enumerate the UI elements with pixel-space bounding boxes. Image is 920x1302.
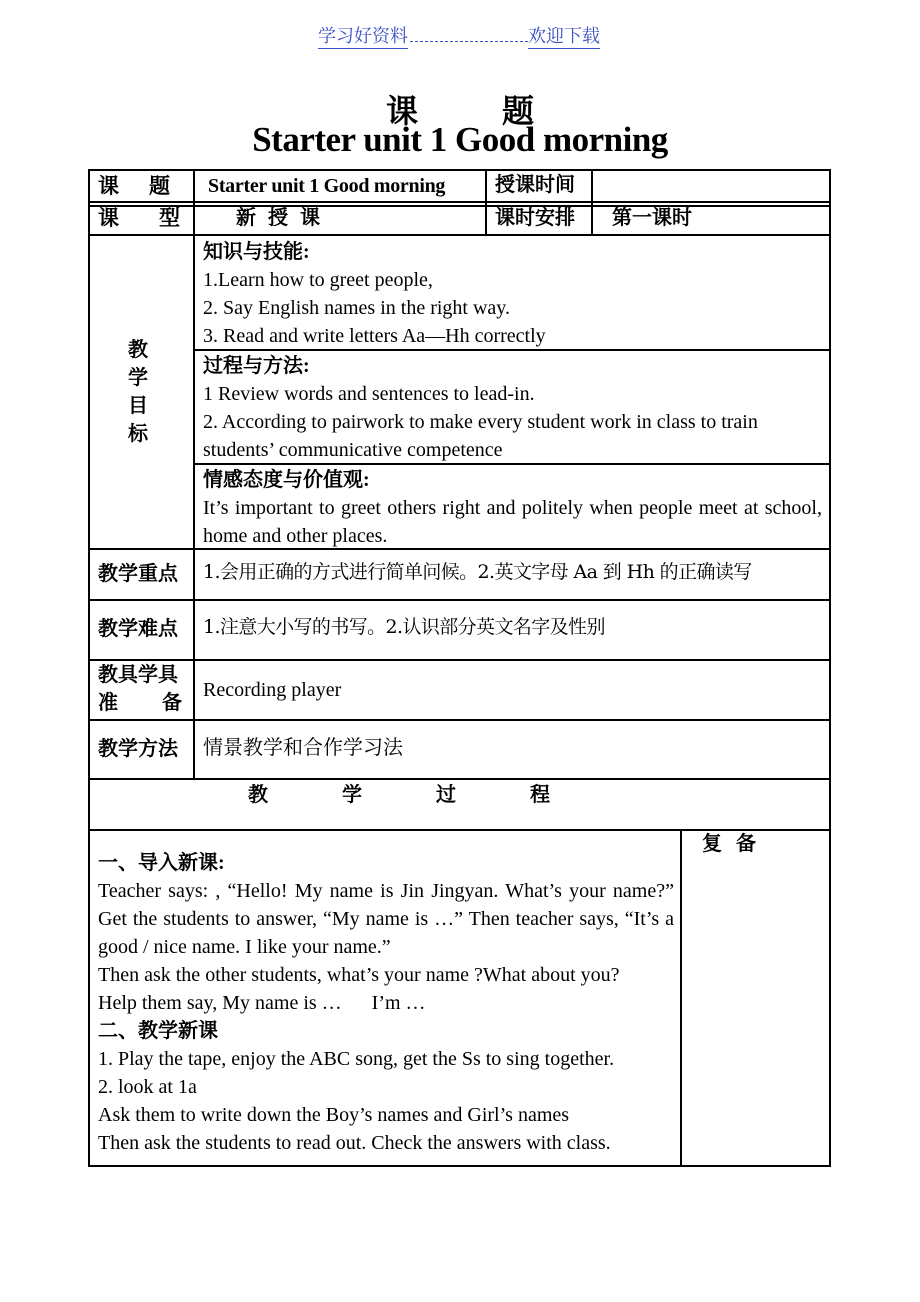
row-divider bbox=[88, 201, 831, 203]
process-header-text: 教学过程 bbox=[248, 784, 624, 806]
difficulties-value: 1.注意大小写的书写。2.认识部分英文名字及性别 bbox=[203, 616, 605, 638]
methods-value: 情景教学和合作学习法 bbox=[203, 737, 403, 759]
row-divider bbox=[88, 659, 831, 661]
row2-value: 新授课 bbox=[236, 207, 332, 229]
process-line: 1 Review words and sentences to lead-in. bbox=[203, 383, 535, 405]
section2-line: Then ask the students to read out. Check the answers with class. bbox=[98, 1132, 611, 1154]
section2-line: 2. look at 1a bbox=[98, 1076, 197, 1098]
header-left-link[interactable]: 学习好资料 bbox=[318, 22, 408, 49]
row1-time-label: 授课时间 bbox=[495, 174, 575, 196]
row2-schedule-value: 第一课时 bbox=[612, 207, 692, 229]
key-points-label: 教学重点 bbox=[98, 563, 178, 585]
process-section bbox=[203, 352, 823, 464]
difficulties-label: 教学难点 bbox=[98, 618, 178, 640]
objectives-label bbox=[128, 336, 154, 448]
process-line: 2. According to pairwork to make every student work in class to train students’ communicative competence bbox=[203, 411, 758, 461]
section2-line: Ask them to write down the Boy’s names and Girl’s names bbox=[98, 1104, 570, 1126]
aids-value: Recording player bbox=[203, 679, 342, 701]
row1-label: 课题 bbox=[98, 174, 200, 198]
notes-header: 复备 bbox=[702, 833, 770, 855]
col-divider bbox=[591, 169, 593, 236]
row-divider bbox=[88, 599, 831, 601]
procedure-section bbox=[98, 849, 674, 1157]
section1-line: Then ask the other students, what’s your name ?What about you? bbox=[98, 964, 620, 986]
row-divider bbox=[88, 719, 831, 721]
attitude-line: It’s important to greet others right and politely when people meet at school, home and other places. bbox=[203, 497, 822, 547]
aids-label-line1: 教具学具 bbox=[98, 664, 178, 686]
header-links bbox=[318, 22, 608, 48]
aids-label-line2: 准备 bbox=[98, 692, 226, 714]
row-divider bbox=[88, 234, 831, 236]
col-divider bbox=[485, 169, 487, 236]
header-right-link[interactable]: 欢迎下载 bbox=[528, 22, 600, 49]
knowledge-section bbox=[203, 238, 823, 350]
section1-text: Teacher says: , “Hello! My name is Jin Jingyan. What’s your name?” Get the students to answer, “My name is …” Then teacher says, “It’s a good / nice name. I like your name.” bbox=[98, 880, 674, 958]
methods-label: 教学方法 bbox=[98, 738, 178, 760]
knowledge-line: 3. Read and write letters Aa—Hh correctly bbox=[203, 325, 546, 347]
section2-title: 二、教学新课 bbox=[98, 1020, 218, 1042]
row1-value: Starter unit 1 Good morning bbox=[208, 175, 446, 197]
section1-title: 一、导入新课: bbox=[98, 852, 225, 874]
col-divider bbox=[680, 829, 682, 1167]
objectives-label-text: 教学目标 bbox=[128, 339, 148, 445]
attitude-heading: 情感态度与价值观: bbox=[203, 469, 370, 491]
process-header bbox=[248, 781, 624, 809]
section1-line: Help them say, My name is … I’m … bbox=[98, 992, 426, 1014]
key-points-value: 1.会用正确的方式进行简单问候。2.英文字母 Aa 到 Hh 的正确读写 bbox=[203, 561, 752, 583]
title-topic-text: 课题 bbox=[385, 93, 618, 129]
section2-line: 1. Play the tape, enjoy the ABC song, get the Ss to sing together. bbox=[98, 1048, 615, 1070]
title-lesson: Starter unit 1 Good morning bbox=[252, 120, 668, 159]
process-heading: 过程与方法: bbox=[203, 355, 310, 377]
header-dash-divider bbox=[410, 41, 528, 42]
row2-label: 课型 bbox=[98, 206, 220, 230]
knowledge-line: 2. Say English names in the right way. bbox=[203, 297, 510, 319]
knowledge-heading: 知识与技能: bbox=[203, 241, 310, 263]
row2-schedule-label: 课时安排 bbox=[495, 207, 575, 229]
knowledge-line: 1.Learn how to greet people, bbox=[203, 269, 433, 291]
attitude-section bbox=[203, 466, 822, 550]
row-divider bbox=[88, 778, 831, 780]
